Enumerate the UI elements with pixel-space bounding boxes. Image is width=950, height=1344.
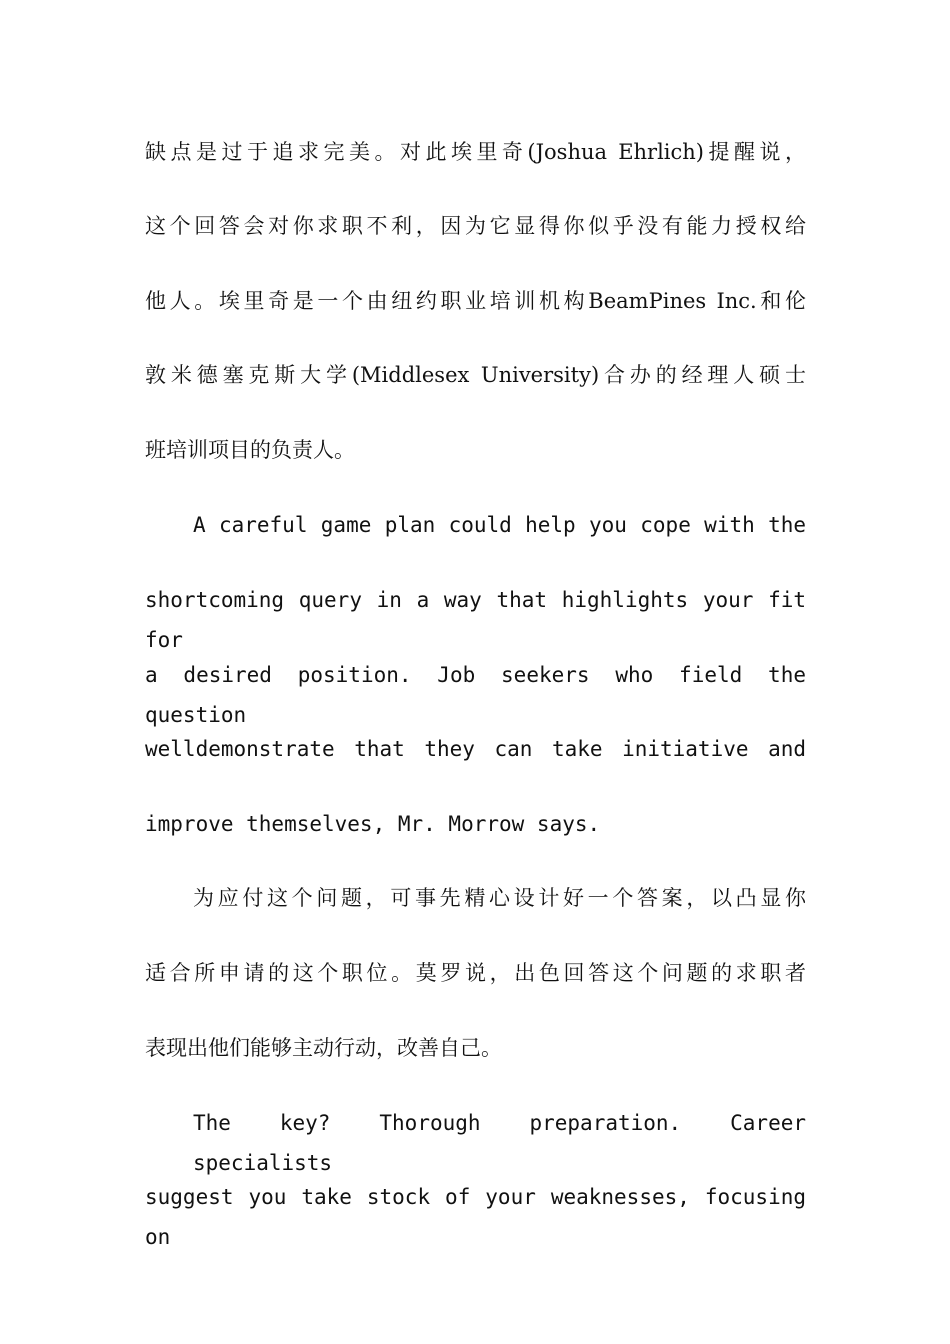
text-line: welldemonstrate that they can take initiative and [145,737,806,761]
text-line: improve themselves, Mr. Morrow says. [145,812,601,836]
text-line: a desired position. Job seekers who field the question [145,663,806,727]
text-line: A careful game plan could help you cope with the [193,513,806,537]
text-line: 敦米德塞克斯大学(Middlesex University)合办的经理人硕士 [145,363,806,387]
text-line: suggest you take stock of your weaknesses, focusing on [145,1185,806,1249]
text-line: 适合所申请的这个职位。莫罗说，出色回答这个问题的求职者 [145,961,806,985]
text-line: 他人。埃里奇是一个由纽约职业培训机构BeamPines Inc.和伦 [145,289,806,313]
text-line: 这个回答会对你求职不利，因为它显得你似乎没有能力授权给 [145,214,806,238]
text-line: shortcoming query in a way that highlights your fit for [145,588,806,652]
text-line: 为应付这个问题，可事先精心设计好一个答案，以凸显你 [193,886,806,910]
text-line: The key? Thorough preparation. Career specialists [193,1111,806,1175]
text-line: 缺点是过于追求完美。对此埃里奇(Joshua Ehrlich)提醒说， [145,140,806,164]
text-line: 表现出他们能够主动行动，改善自己。 [145,1036,502,1060]
text-line: 班培训项目的负责人。 [145,438,355,462]
